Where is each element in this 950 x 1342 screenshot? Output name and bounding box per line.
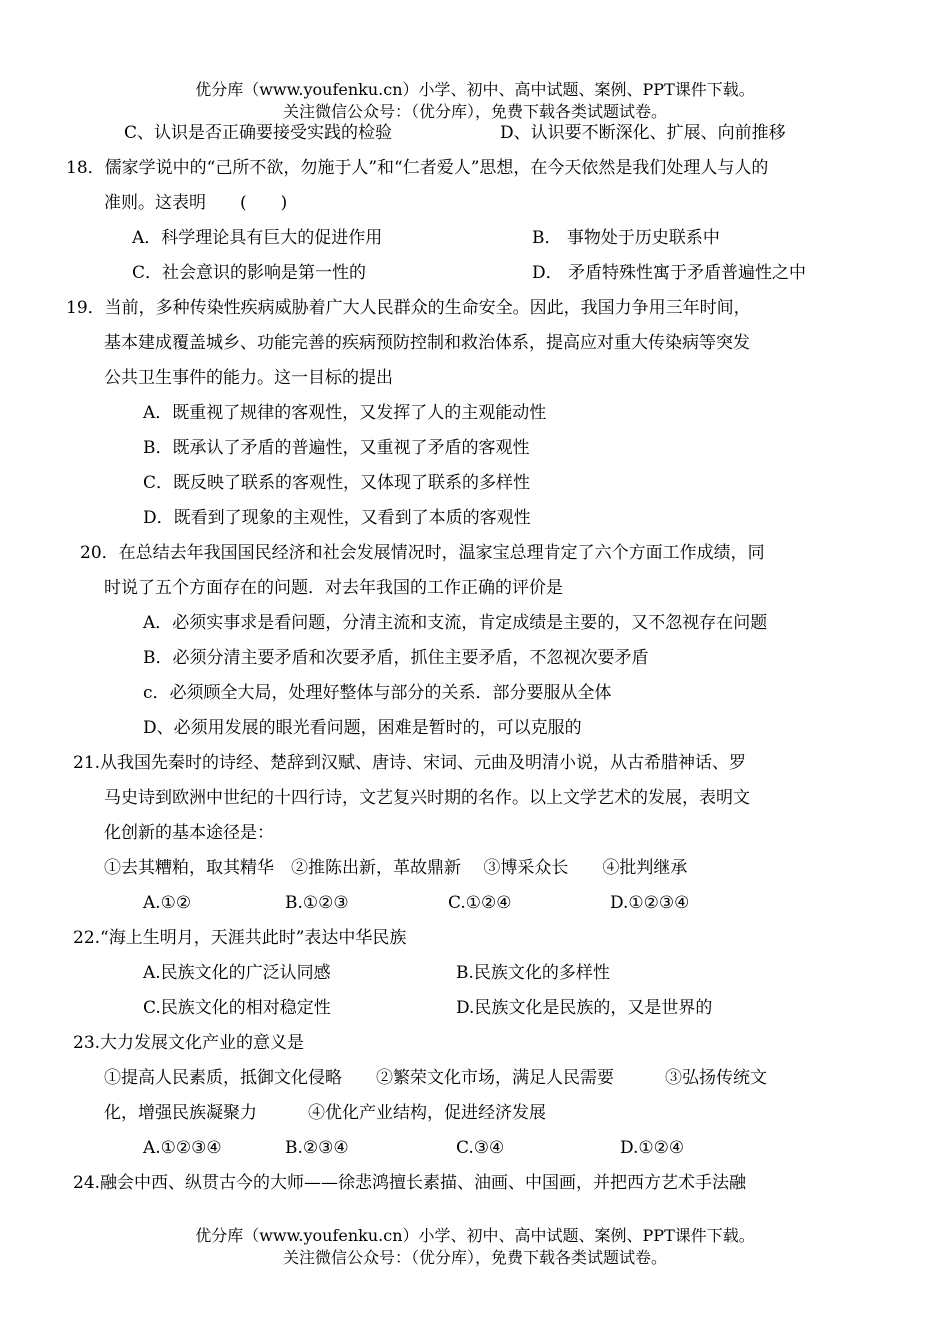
q17-option-d: D、认识要不断深化、扩展、向前推移 (500, 123, 786, 143)
q21-items: ①去其糟粕，取其精华 ②推陈出新，革故鼎新 ③博采众长 ④批判继承 (104, 858, 688, 878)
q20-option-a: A．必须实事求是看问题，分清主流和支流，肯定成绩是主要的，又不忽视存在问题 (143, 613, 768, 633)
q22-stem: 22.“海上生明月，天涯共此时”表达中华民族 (73, 928, 407, 948)
q17-option-c: C、认识是否正确要接受实践的检验 (124, 123, 393, 143)
q22-option-c: C.民族文化的相对稳定性 (143, 998, 331, 1018)
q23-option-a: A.①②③④ (143, 1138, 222, 1158)
q20-option-d: D、必须用发展的眼光看问题，困难是暂时的，可以克服的 (143, 718, 582, 738)
q23-items-line-2: 化，增强民族凝聚力 ④优化产业结构，促进经济发展 (104, 1103, 546, 1123)
q23-items-line-1: ①提高人民素质，抵御文化侵略 ②繁荣文化市场，满足人民需要 ③弘扬传统文 (104, 1068, 767, 1088)
q19-stem-line-1: 19．当前，多种传染性疾病威胁着广大人民群众的生命安全。因此，我国力争用三年时间， (66, 298, 751, 318)
q18-option-d: D． 矛盾特殊性寓于矛盾普遍性之中 (532, 263, 807, 283)
q18-option-a: A．科学理论具有巨大的促进作用 (132, 228, 383, 248)
q19-option-c: C．既反映了联系的客观性，又体现了联系的多样性 (143, 473, 531, 493)
q21-stem-line-3: 化创新的基本途径是： (104, 823, 274, 843)
q22-option-d: D.民族文化是民族的，又是世界的 (456, 998, 713, 1018)
q24-stem-line-1: 24.融会中西、纵贯古今的大师——徐悲鸿擅长素描、油画、中国画，并把西方艺术手法融 (73, 1173, 747, 1193)
q19-option-b: B．既承认了矛盾的普遍性，又重视了矛盾的客观性 (143, 438, 530, 458)
footer-line-1: 优分库（www.youfenku.cn）小学、初中、高中试题、案例、PPT课件下载。 (195, 1226, 755, 1245)
q19-option-a: A．既重视了规律的客观性，又发挥了人的主观能动性 (143, 403, 547, 423)
q21-stem-line-2: 马史诗到欧洲中世纪的十四行诗，文艺复兴时期的名作。以上文学艺术的发展，表明文 (104, 788, 750, 808)
q20-stem-line-2: 时说了五个方面存在的问题．对去年我国的工作正确的评价是 (104, 578, 563, 598)
q18-option-b: B． 事物处于历史联系中 (532, 228, 720, 248)
q22-option-a: A.民族文化的广泛认同感 (143, 963, 331, 983)
q18-option-c: C．社会意识的影响是第一性的 (132, 263, 367, 283)
q21-option-b: B.①②③ (285, 893, 349, 913)
q23-option-b: B.②③④ (285, 1138, 349, 1158)
q19-option-d: D．既看到了现象的主观性，又看到了本质的客观性 (143, 508, 531, 528)
q21-option-a: A.①② (143, 893, 192, 913)
q21-option-c: C.①②④ (448, 893, 512, 913)
q20-option-b: B．必须分清主要矛盾和次要矛盾，抓住主要矛盾，不忽视次要矛盾 (143, 648, 649, 668)
q23-option-d: D.①②④ (620, 1138, 685, 1158)
footer-line-2: 关注微信公众号：（优分库），免费下载各类试题试卷。 (282, 1248, 667, 1267)
q18-stem-line-1: 18．儒家学说中的“己所不欲，勿施于人”和“仁者爱人”思想，在今天依然是我们处理人与人的 (66, 158, 769, 178)
q23-option-c: C.③④ (456, 1138, 505, 1158)
q21-stem-line-1: 21.从我国先秦时的诗经、楚辞到汉赋、唐诗、宋词、元曲及明清小说，从古希腊神话、罗 (73, 753, 747, 773)
q22-option-b: B.民族文化的多样性 (456, 963, 610, 983)
q20-option-c: c．必须顾全大局，处理好整体与部分的关系．部分要服从全体 (143, 683, 612, 703)
q23-stem: 23.大力发展文化产业的意义是 (73, 1033, 305, 1053)
q20-stem-line-1: 20．在总结去年我国国民经济和社会发展情况时，温家宝总理肯定了六个方面工作成绩，同 (80, 543, 765, 563)
q21-option-d: D.①②③④ (610, 893, 690, 913)
header-line-1: 优分库（www.youfenku.cn）小学、初中、高中试题、案例、PPT课件下载。 (195, 80, 755, 99)
q19-stem-line-2: 基本建成覆盖城乡、功能完善的疾病预防控制和救治体系，提高应对重大传染病等突发 (104, 333, 750, 353)
q19-stem-line-3: 公共卫生事件的能力。这一目标的提出 (104, 368, 393, 388)
q18-stem-line-2: 准则。这表明 ( ) (104, 193, 288, 213)
header-line-2: 关注微信公众号：（优分库），免费下载各类试题试卷。 (282, 102, 667, 121)
